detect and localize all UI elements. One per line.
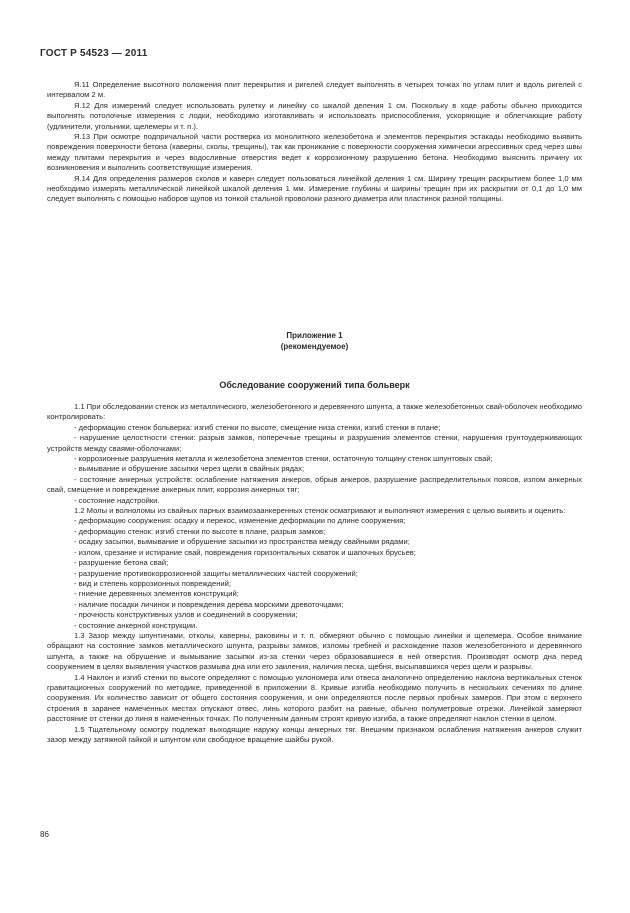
- list2-item: - гниение деревянных элементов конструкций;: [74, 589, 239, 599]
- paragraph-1-1: 1.1 При обследовании стенок из металлического, железобетонного и деревянного шпунта, а также железобетонных свай-оболочек необходимо контролировать:: [47, 402, 583, 422]
- list1-item: - коррозионные разрушения металла и железобетона элементов стенки, остаточную толщину стенок шпунтовых свай;: [74, 454, 493, 464]
- appendix-heading: [47, 331, 582, 352]
- page-number: 86: [40, 830, 49, 839]
- top-section: [47, 80, 582, 205]
- paragraph-ya12: Я.12 Для измерений следует использовать рулетку и линейку со шкалой деления 1 см. Поскольку в ходе работы обычно приходится выполнять потолочные измерения с лодки, необходимо изготавливать и использовать приспособления, ускоряющие и облегчающие работу (удлинители, угольники, щелемеры и т. п.).: [47, 100, 582, 131]
- list2-item: - излом, срезание и истирание свай, повреждения горизонтальных схваток и шапочных брусьев;: [74, 547, 416, 557]
- paragraph-ya11: Я.11 Определение высотного положения плит перекрытия и ригелей следует выполнять в четырех точках по углам плит и вдоль ригелей с интервалом 2 м.: [47, 80, 582, 100]
- paragraph-1-4: 1.4 Наклон и изгиб стенки по высоте определяют с помощью уклономера или отвеса аналогично определению наклона вертикальных стенок гравитационных сооружений по методике, приведенной в приложении 8. Кривые изгиба необходимо получить в нескольких сечениях по длине сооружения. Их количество зависит от общего состояния сооружения, и они определяются после первых пробных замеров. При этом с верхнего строения в заранее намеченных местах опускают отвес, линь которого разбит на равные, обычно полуметровые отрезки. Линейкой замеряют расстояние от стенки до линя в намеченных точках. По полученным данным строят кривую изгиба, а также определяют наклон стенки в целом.: [47, 672, 582, 724]
- appendix-status: (рекомендуемое): [280, 341, 349, 351]
- list2-item: - деформацию стенок: изгиб стенки по высоте в плане, разрыв замков;: [74, 526, 326, 536]
- list2-item: - разрушение бетона свай;: [74, 558, 169, 568]
- appendix-label: Приложение 1: [286, 331, 343, 340]
- list2-item: - разрушение противокоррозионной защиты металлических частей сооружений;: [74, 568, 358, 578]
- list2-item: - осадку засыпки, вымывание и обрушение засыпки из пространства между свайными рядами;: [74, 537, 410, 547]
- paragraph-ya13: Я.13 При осмотре подпричальной части ростверка из монолитного железобетона и элементов перекрытия эстакады необходимо выявить повреждения поверхности бетона (каверны, сколы, трещины), так как проникание с поверхности сооружения химически агрессивных сред через швы между плитами перекрытия и через водосливные отверстия ведет к коррозионному разрушению бетона. Необходимо выяснить причину их возникновения и выполнить соответствующие измерения.: [47, 132, 582, 173]
- appendix-title: Обследование сооружений типа больверк: [219, 380, 410, 390]
- main-section: [47, 402, 582, 745]
- list1-item: - состояние анкерных устройств: ослабление натяжения анкеров, обрыв анкеров, разрушение распределительных поясов, излом анкерных свай, смещение и повреждение анкерных плит, коррозия анкерных тяг;: [47, 474, 582, 495]
- paragraph-1-3: 1.3 Зазор между шпунтинами, отколы, каверны, раковины и т. п. обмеряют обычно с помощью линейки и щелемера. Особое внимание обращают на состояние замков металлического шпунта, разрывы замков, изломы гребней и расхождение пазов железобетонного и деревянного шпунта, а также на обрушение и вымывание засыпки из-за стенки через образовавшиеся в ней отверстия. Производят осмотр дна перед сооружением в целях выявления участков размыва дна или его заиления, наличия песка, щебня, высыпавшихся через щели и разрывы.: [47, 630, 582, 672]
- list1-item: - деформацию стенок больверка: изгиб стенки по высоте, смещение низа стенки, изгиб стенки в плане;: [74, 422, 441, 432]
- list2-item: - деформацию сооружения: осадку и перекос, изменение деформации по длине сооружения;: [74, 516, 406, 526]
- list1-item: - вымывание и обрушение засыпки через щели в свайных рядах;: [74, 464, 305, 474]
- list1-item: - состояние надстройки.: [74, 495, 160, 505]
- list2-item: - наличие посадки личинок и повреждения дерева морскими древоточцами;: [74, 599, 344, 609]
- paragraph-1-2: 1.2 Молы и волноломы из свайных парных взаимозаанкеренных стенок осматривают и выполняют измерения с целью выявить и оценить:: [74, 506, 566, 516]
- list1-item: - нарушение целостности стенки: разрыв замков, поперечные трещины и разрушения элементов стенки, нарушения грунтоудерживающих устройств между сваями-оболочками;: [47, 433, 582, 453]
- list2-item: - вид и степень коррозионных повреждений;: [74, 578, 231, 588]
- list2-item: - прочность конструктивных узлов и соединений в сооружении;: [74, 610, 298, 620]
- paragraph-ya14: Я.14 Для определения размеров сколов и каверн следует пользоваться линейкой деления 1 см. Ширину трещин раскрытием более 1,0 мм необходимо измерять металлической линейкой шкалой деления 1 мм. Измерение глубины и ширины трещин при их раскрытии от 0,1 до 1,0 мм следует выполнять с помощью наборов щупов из тонкой стальной проволоки разного диаметра или пластинок разной толщины.: [47, 173, 582, 204]
- list2-item: - состояние анкерной конструкции.: [74, 620, 198, 630]
- paragraph-1-5: 1.5 Тщательному осмотру подлежат выходящие наружу концы анкерных тяг. Внешним признаком ослабления натяжения анкеров служит зазор между затяжной гайкой и шпунтом или свободное вращение шайбы рукой.: [47, 724, 582, 744]
- document-header: ГОСТ Р 54523 — 2011: [40, 48, 148, 59]
